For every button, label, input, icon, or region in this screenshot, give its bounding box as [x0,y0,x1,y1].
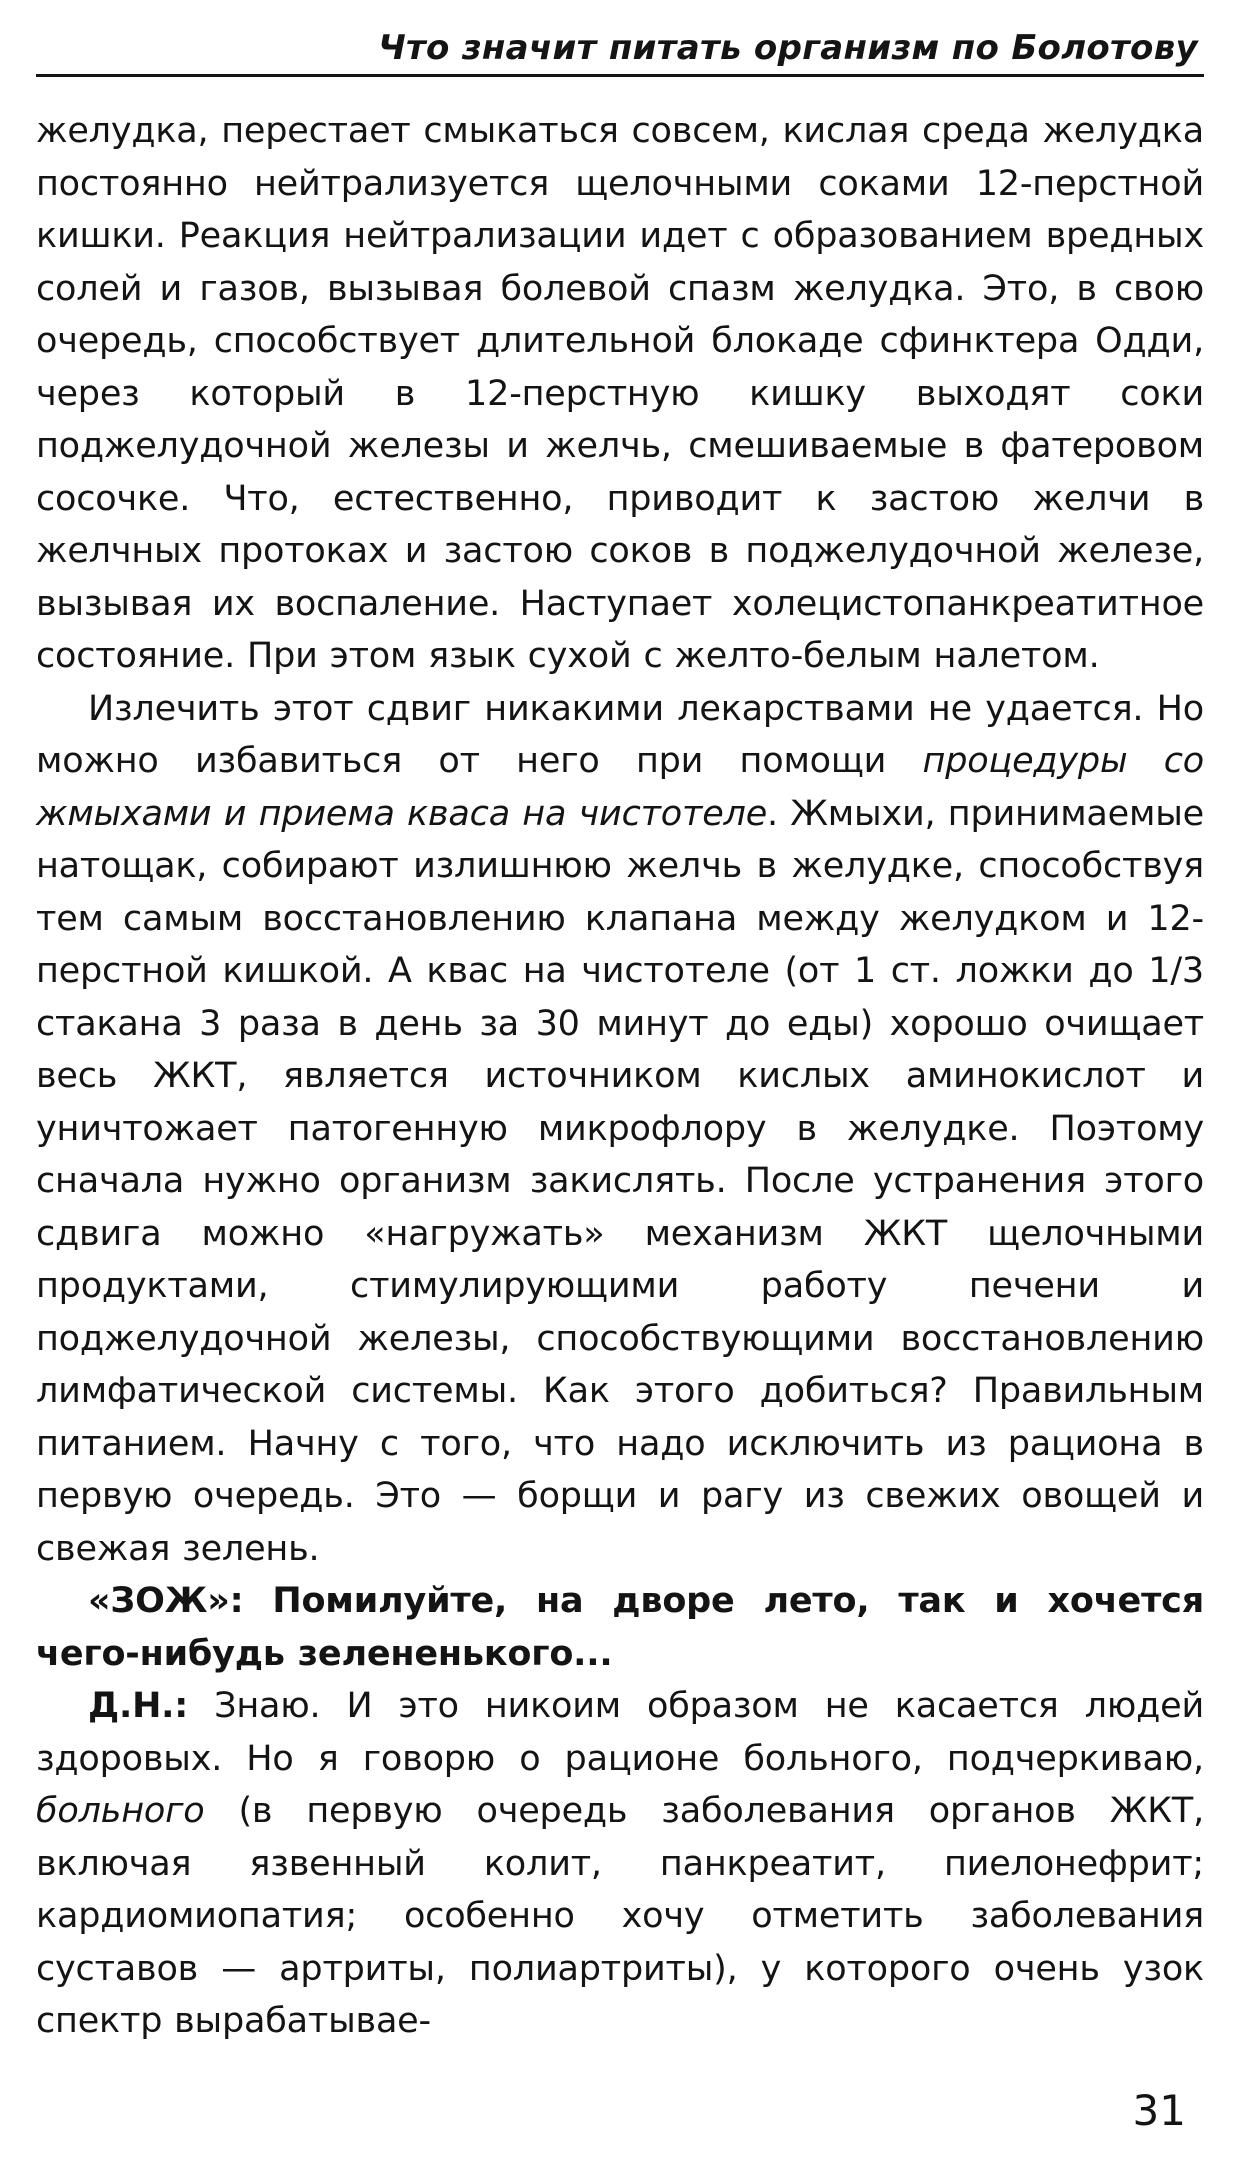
body-text [36,105,1204,2048]
book-page [36,26,1204,2146]
header-rule [36,74,1204,77]
answer-text-end: (в первую очередь заболевания органов ЖКТ, включая язвенный колит, панкреатит, пиелонефрит; кардиомиопатия; особенно хочу отметить заболевания суставов — артриты, полиартриты), у которого очень узок спектр вырабатывае- [36,1791,1204,2041]
running-title: Что значит питать организм по Болотову [378,28,1198,68]
paragraph-continued: желудка, перестает смыкаться совсем, кислая среда желудка постоянно нейтрализуется щелочными соками 12-перстной кишки. Реакция нейтрализации идет с образованием вредных солей и газов, вызывая болевой спазм желудка. Это, в свою очередь, способствует длительной блокаде сфинктера Одди, через который в 12-перстную кишку выходят соки поджелудочной железы и желчь, смешиваемые в фатеровом сосочке. Что, естественно, приводит к застою желчи в желчных протоках и застою соков в поджелудочной железе, вызывая их воспаление. Наступает холецистопанкреатитное состояние. При этом язык сухой с желто-белым налетом. [36,111,1204,676]
emphasis-sick: больного [36,1791,205,1831]
page-number: 31 [1132,2086,1186,2135]
interview-answer [36,1680,1204,2048]
paragraph-treatment-start: Излечить этот сдвиг никакими лекарствами не удается. Но можно избавиться от него при помощи [36,688,1204,781]
answer-text-start: Знаю. И это никоим образом не касается людей здоровых. Но я говорю о рационе больного, подчеркиваю, [36,1686,1204,1779]
emphasis-procedure: процедуры со жмыхами и приема кваса на чистотеле [36,741,1204,834]
paragraph-treatment-end: . Жмыхи, принимаемые натощак, собирают излишнюю желчь в желудке, способствуя тем самым восстановлению клапана между желудком и 12-перстной кишкой. А квас на чистотеле (от 1 ст. ложки до 1/3 стакана 3 раза в день за 30 минут до еды) хорошо очищает весь ЖКТ, является источником кислых аминокислот и уничтожает патогенную микрофлору в желудке. Поэтому сначала нужно организм закислять. После устранения этого сдвига можно «нагружать» механизм ЖКТ щелочными продуктами, стимулирующими работу печени и поджелудочной железы, способствующими восстановлению лимфатической системы. Как этого добиться? Правильным питанием. Начну с того, что надо исключить из рациона в первую очередь. Это — борщи и рагу из свежих овощей и свежая зелень. [36,793,1204,1569]
paragraph-treatment [36,683,1204,1576]
interview-question: «ЗОЖ»: Помилуйте, на дворе лето, так и хочется чего-нибудь зелененького... [36,1581,1204,1674]
answer-speaker: Д.Н.: [88,1686,189,1726]
